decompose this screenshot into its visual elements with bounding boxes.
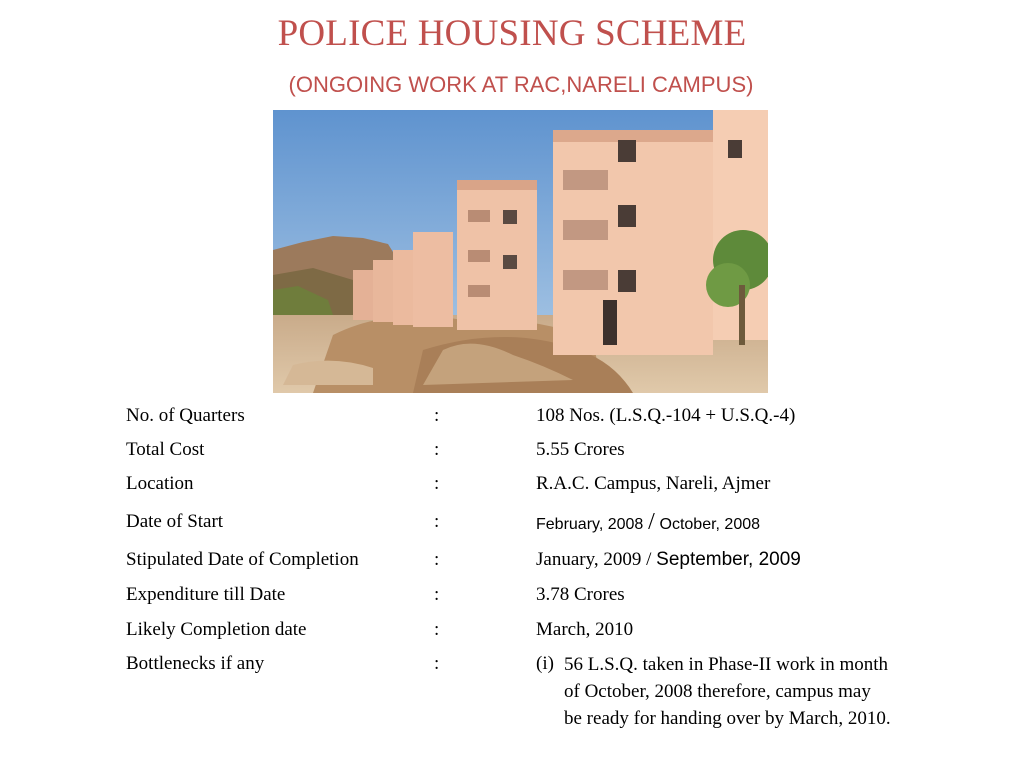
- value-total-cost: 5.55 Crores: [536, 439, 625, 460]
- page-subtitle: (ONGOING WORK AT RAC,NARELI CAMPUS): [288, 72, 754, 97]
- separator-colon: :: [434, 653, 440, 674]
- label-bottlenecks: Bottlenecks if any: [126, 653, 265, 674]
- value-no-of-quarters: 108 Nos. (L.S.Q.-104 + U.S.Q.-4): [536, 405, 796, 426]
- label-expenditure: Expenditure till Date: [126, 584, 286, 605]
- separator-colon: :: [434, 405, 440, 426]
- value-expenditure: 3.78 Crores: [536, 584, 625, 605]
- label-date-of-start: Date of Start: [126, 511, 224, 532]
- building-construction-photo: [273, 110, 768, 393]
- separator-colon: :: [434, 549, 440, 570]
- separator-colon: :: [434, 473, 440, 494]
- label-stipulated-completion: Stipulated Date of Completion: [126, 549, 359, 570]
- value-location: R.A.C. Campus, Nareli, Ajmer: [536, 473, 771, 494]
- bottleneck-line-1: 56 L.S.Q. taken in Phase-II work in month: [564, 654, 889, 675]
- stipulated-date-revised: September, 2009: [656, 549, 801, 570]
- separator-colon: :: [434, 439, 440, 460]
- label-location: Location: [126, 473, 194, 494]
- separator-colon: :: [434, 619, 440, 640]
- start-date-slash: /: [648, 509, 655, 535]
- separator-colon: :: [434, 584, 440, 605]
- bottleneck-number: (i): [536, 653, 554, 674]
- value-stipulated-completion: [536, 549, 801, 571]
- label-no-of-quarters: No. of Quarters: [126, 405, 245, 426]
- separator-colon: :: [434, 511, 440, 532]
- stipulated-date-original: January, 2009 /: [536, 549, 652, 570]
- bottleneck-line-3: be ready for handing over by March, 2010.: [564, 708, 891, 729]
- label-likely-completion: Likely Completion date: [126, 619, 307, 640]
- value-date-of-start: [536, 511, 760, 536]
- value-likely-completion: March, 2010: [536, 619, 634, 640]
- start-date-original: February, 2008: [536, 516, 644, 533]
- bottleneck-line-2: of October, 2008 therefore, campus may: [564, 681, 871, 702]
- start-date-revised: October, 2008: [659, 516, 761, 533]
- label-total-cost: Total Cost: [126, 439, 205, 460]
- page-title: POLICE HOUSING SCHEME: [277, 13, 747, 54]
